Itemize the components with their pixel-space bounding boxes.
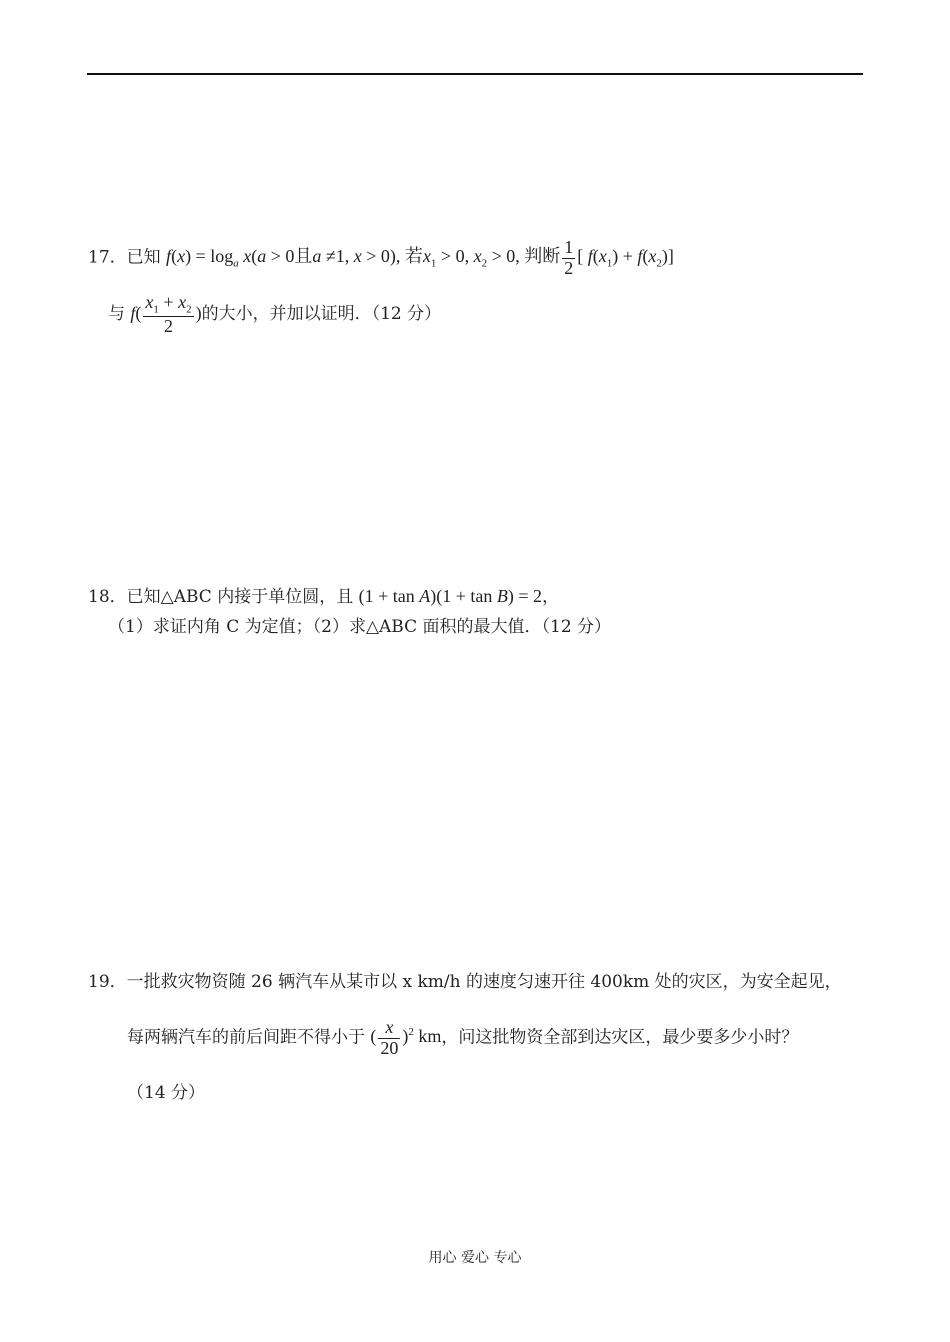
question-19-line2-after: ，问这批物资全部到达灾区，最少要多少小时？ — [441, 1027, 799, 1048]
question-17-number: 17． — [88, 247, 127, 268]
question-17-tail-lead: 与 — [108, 303, 125, 324]
question-17-compare-expr: f( $\frac{x_1 + x_2}{2}$ ) — [130, 292, 202, 336]
question-17-condition: $f(x) = \log_a x(a > 0$且a ≠1, x > 0), 若$x_1 > 0$, $x_2 > 0$, 判断 $\frac{1}{2}$ [ $f(x_1) + f(x_2)$] — [166, 237, 674, 278]
question-18-line1 — [88, 586, 559, 608]
question-17-lead: 已知 — [126, 247, 161, 268]
header-rule — [87, 73, 863, 75]
question-18-line2 — [108, 617, 611, 637]
question-18-expr: (1 + tan A)(1 + tan B) = 2 — [358, 586, 543, 606]
question-17-line1 — [88, 238, 674, 279]
question-19-expr: ( $\frac{x}{20}$ )$^2$ km — [370, 1017, 442, 1058]
question-19-number: 19． — [88, 972, 127, 992]
question-19-line2-before: 每两辆汽车的前后间距不得小于 — [127, 1027, 365, 1048]
question-18-text: 已知△ABC 内接于单位圆，且 — [126, 587, 354, 607]
question-19-line1 — [88, 972, 842, 992]
question-18-parts: （1）求证内角 C 为定值；（2）求△ABC 面积的最大值．（12 分） — [108, 617, 612, 637]
question-17-tail-text: 的大小，并加以证明．（12 分） — [201, 303, 442, 324]
question-19-line1-text: 一批救灾物资随 26 辆汽车从某市以 x km/h 的速度匀速开往 400km 处的灾区，为安全起见， — [126, 972, 842, 992]
question-19-line2 — [127, 1018, 798, 1059]
question-18-number: 18． — [88, 587, 127, 607]
question-18-end: ， — [542, 587, 560, 607]
question-17-line2 — [108, 293, 441, 336]
question-19-score — [127, 1083, 205, 1103]
question-19-score-text: （14 分） — [127, 1083, 206, 1103]
page-footer: 用心 爱心 专心 — [428, 1250, 522, 1266]
